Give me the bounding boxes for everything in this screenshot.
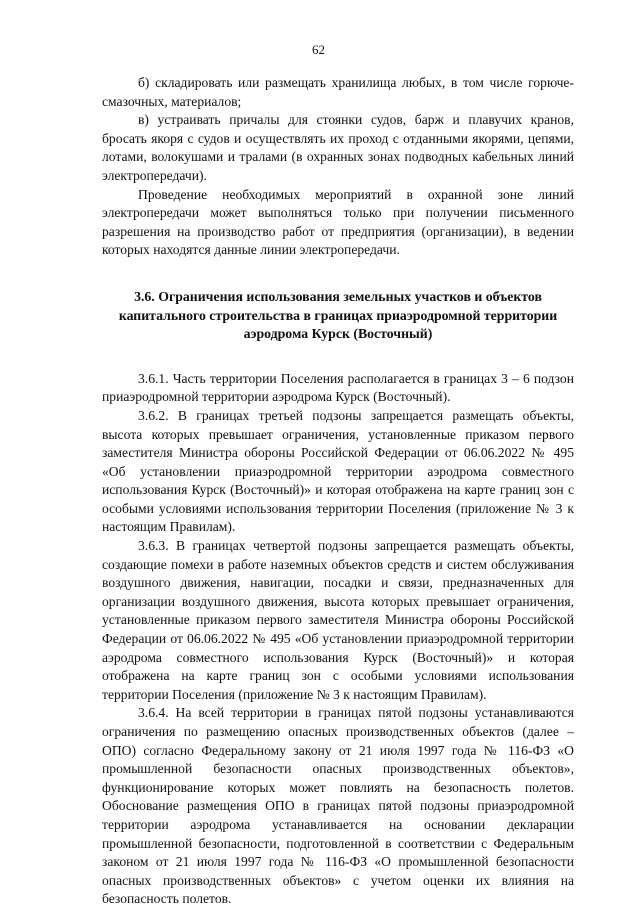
paragraph-3-6-2: 3.6.2. В границах третьей подзоны запрещается размещать объекты, высота которых превышает ограничения, установленные приказом первого заместителя Министра обороны Российской Федерации от 06.06.2022 № 495 «Об установлении приаэродромной территории аэродрома совместного использования Курск (Восточный)» и которая отображена на карте границ зон с особыми условиями использования территории Поселения (приложение № 3 к настоящим Правилам). — [102, 407, 574, 535]
section-title: 3.6. Ограничения использования земельных участков и объектов капитального строительства в границах приаэродромной территории аэродрома Курск (Восточный) — [118, 288, 558, 342]
document-body — [102, 74, 574, 909]
paragraph-item-v: в) устраивать причалы для стоянки судов, барж и плавучих кранов, бросать якоря с судов и осуществлять их проход с отданными якорями, цепями, лотами, волокушами и тралами (в охранных зонах подводных кабельных линий электропередачи). — [102, 112, 574, 183]
paragraph-3-6-3: 3.6.3. В границах четвертой подзоны запрещается размещать объекты, создающие помехи в работе наземных объектов средств и систем обслуживания воздушного движения, навигации, посадки и связи, предназначенных для организации воздушного движения, высота которых превышает ограничения, установленные приказом первого заместителя Министра обороны Российской Федерации от 06.06.2022 № 495 «Об установлении приаэродромной территории аэродрома совместного использования Курск (Восточный)» и которая отображена на карте границ зон с особыми условиями использования территории Поселения (приложение № 3 к настоящим Правилам). — [102, 538, 574, 702]
page-number: 62 — [312, 42, 325, 57]
paragraph-permit: Проведение необходимых мероприятий в охранной зоне линий электропередачи может выполняться только при получении письменного разрешения на производство работ от предприятия (организации), в ведении которых находятся данные линии электропередачи. — [102, 186, 574, 258]
paragraph-3-6-1: 3.6.1. Часть территории Поселения располагается в границах 3 – 6 подзон приаэродромной территории аэродрома Курск (Восточный). — [102, 370, 574, 405]
paragraph-item-b: б) складировать или размещать хранилища любых, в том числе горюче-смазочных, материалов; — [102, 75, 574, 109]
paragraph-3-6-4: 3.6.4. На всей территории в границах пятой подзоны устанавливаются ограничения по размещению опасных производственных объектов (далее – ОПО) согласно Федеральному закону от 21 июля 1997 года № 116-ФЗ «О промышленной безопасности опасных производственных объектов», функционирование которых может повлиять на безопасность полетов. Обоснование размещения ОПО в границах пятой подзоны приаэродромной территории аэродрома устанавливается на основании декларации промышленной безопасности, подготовленной в соответствии с Федеральным законом от 21 июля 1997 года № 116-ФЗ «О промышленной безопасности опасных производственных объектов» с учетом оценки их влияния на безопасность полетов. — [102, 705, 574, 907]
